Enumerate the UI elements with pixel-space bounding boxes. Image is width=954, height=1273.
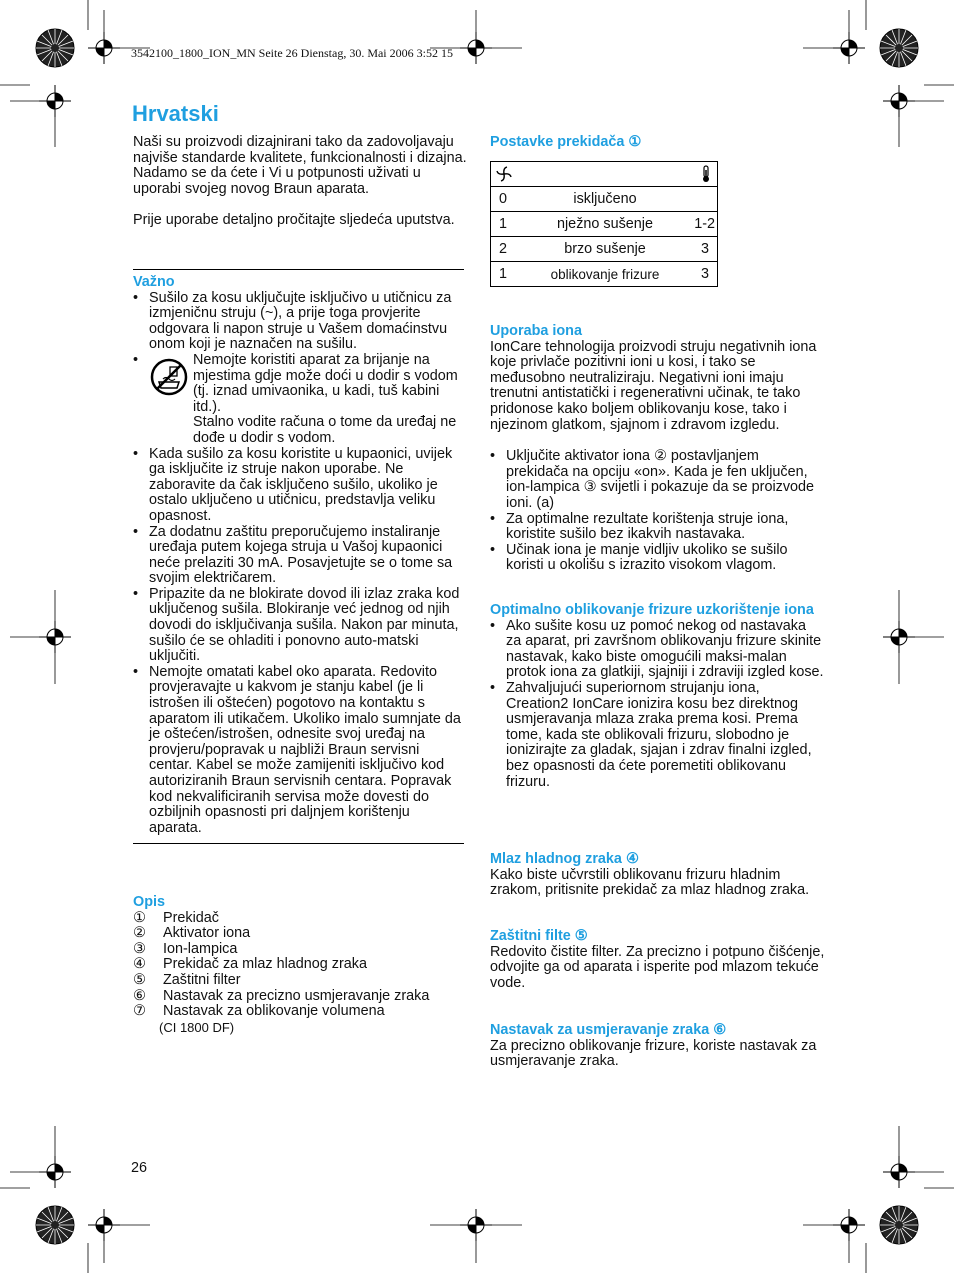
model-label: (CI 1800 DF) <box>159 1019 235 1035</box>
item-label: Nastavak za oblikovanje volumena <box>163 1003 385 1020</box>
registration-cross-icon <box>39 85 71 117</box>
paragraph: Kako biste učvrstili oblikovanu frizuru hladnim zrakom, pritisnite prekidač za mlaz hladnog zraka. <box>490 866 810 899</box>
thermometer-icon <box>701 165 711 183</box>
list-item: • Učinak iona je manje vidljiv ukoliko se sušilo koristi u okolišu s izrazito visokom vlagom. <box>490 543 825 574</box>
mlaz-section <box>490 852 825 899</box>
intro-paragraph: Naši su proizvodi dizajnirani tako da zadovoljavaju najviše standarde kvalitete, funkcionalnosti i dizajna. <box>133 134 467 166</box>
list-item: • Za optimalne rezultate korištenja struje iona, koristite sušilo bez ikakvih nastavaka. <box>490 512 825 543</box>
registration-cross-icon <box>39 621 71 653</box>
registration-cross-icon <box>88 32 120 64</box>
table-header <box>491 162 717 186</box>
table-cell: 0 <box>491 187 527 212</box>
registration-cross-icon <box>833 32 865 64</box>
filter-section <box>490 929 825 991</box>
optimalno-section <box>490 603 825 790</box>
list-item <box>133 957 464 973</box>
item-number: ④ <box>133 956 146 973</box>
registration-cross-icon <box>460 32 492 64</box>
no-water-warning-icon <box>150 358 188 396</box>
page-number: 26 <box>131 1160 148 1176</box>
list-item <box>133 926 464 942</box>
paragraph: Za precizno oblikovanje frizure, koriste nastavak za usmjeravanje zraka. <box>490 1037 817 1070</box>
item-number: ⑤ <box>133 971 146 988</box>
uporaba-section <box>490 324 825 574</box>
page-title: Hrvatski <box>132 101 219 126</box>
item-label: Aktivator iona <box>163 925 251 942</box>
table-cell: 2 <box>491 237 527 262</box>
vazno-section <box>133 275 464 836</box>
item-label: Ion-lampica <box>163 940 238 957</box>
list-item: • Sušilo za kosu uključujte isključivo u utičnicu za izmjeničnu struju (~), a prije toga provjerite odgovara li napon struje u Vašem domaćinstvu onom koji je naznačen na sušilu. <box>133 291 464 353</box>
section-heading: Mlaz hladnog zraka ④ <box>490 851 639 867</box>
registration-star-icon <box>36 29 74 67</box>
table-row <box>491 262 717 287</box>
item-number: ⑥ <box>133 987 146 1004</box>
registration-cross-icon <box>833 1209 865 1241</box>
registration-star-icon <box>36 1206 74 1244</box>
nastavak-section <box>490 1023 825 1070</box>
registration-cross-icon <box>39 1156 71 1188</box>
section-heading: Uporaba iona <box>490 323 582 339</box>
section-heading: Opis <box>133 894 165 910</box>
table-cell: 3 <box>683 262 717 287</box>
list-item <box>133 942 464 958</box>
item-number: ② <box>133 925 146 942</box>
list-item <box>133 973 464 989</box>
fan-icon <box>496 166 512 182</box>
list-item: • Uključite aktivator iona ② postavljanjem prekidača na opciju «on». Kada je fen uključen, ion-lampica ③ svijetli i pokazuje da se proizvode ioni. (a) <box>490 449 825 511</box>
table-cell: isključeno <box>527 187 683 212</box>
section-heading: Optimalno oblikovanje frizure uzkorištenje iona <box>490 602 814 618</box>
switch-settings-table <box>490 161 718 287</box>
opis-section <box>133 895 464 1036</box>
section-divider <box>133 843 464 844</box>
section-heading: Zaštitni filte ⑤ <box>490 928 588 944</box>
section-heading: Postavke prekidača ① <box>490 134 642 150</box>
warning-text: Stalno vodite računa o tome da uređaj ne dođe u dodir s vodom. <box>193 414 457 446</box>
list-item: • Nemojte omatati kabel oko aparata. Redovito provjeravajte u kakvom je stanju kabel (je li istrošen ili oštećen) pogotovo na kontaktu s aparatom ili utikačem. Ukoliko imalo sumnjate da je oštećen/istrošen, odnesite svoj uređaj na provjeru/popravak u najbliži Braun servisni centar. Kabel se može zamijeniti isključivo kod autoriziranih Braun servisnih centara. Popravak kod nekvalificiranih servisa može dovesti do ozbiljnih opasnosti pri daljnjem korištenju aparata. <box>133 665 464 837</box>
table-cell: brzo sušenje <box>527 237 683 262</box>
section-heading: Nastavak za usmjeravanje zraka ⑥ <box>490 1022 727 1038</box>
table-cell <box>683 187 717 212</box>
paragraph: IonCare tehnologija proizvodi struju negativnih iona koje privlače pozitivni ioni u kosi, i tako se međusobno neutraliziraju. Negativni ioni imaju trenutni antistatički i regenerativni učinak, te tako pridonose kako boljem oblikovanju kose, tako i njezinom glatkom, sjajnom i zdravom izgledu. <box>490 338 817 433</box>
list-item: • Kada sušilo za kosu koristite u kupaonici, uvijek ga isključite iz struje nakon uporabe. Ne zaboravite da čak isključeno sušilo, ukoliko je ostalo uključeno u utičnicu, predstavlja veliku opasnost. <box>133 447 464 525</box>
table-row <box>491 187 717 212</box>
item-number: ① <box>133 909 146 926</box>
table-row <box>491 212 717 237</box>
section-heading: Važno <box>133 274 175 290</box>
registration-cross-icon <box>883 85 915 117</box>
registration-star-icon <box>880 29 918 67</box>
table-cell: 1 <box>491 212 527 237</box>
registration-cross-icon <box>883 1156 915 1188</box>
item-label: Prekidač <box>163 909 219 926</box>
list-item: • Ako sušite kosu uz pomoć nekog od nastavaka za aparat, pri završnom oblikovanju frizure skinite nastavak, kako biste omogućili maksi-malan protok iona za glatkiji, sjajniji i zdraviji izgled kose. <box>490 619 825 681</box>
print-meta-line: 3542100_1800_ION_MN Seite 26 Dienstag, 30. Mai 2006 3:52 15 <box>131 46 453 60</box>
registration-cross-icon <box>460 1209 492 1241</box>
list-item: • Zahvaljujući superiornom strujanju iona, Creation2 IonCare ionizira kosu bez direktnog usmjeravanja mlaza zraka prema kosi. Prema tome, kada ste oblikovali frizuru, slobodno je ionizirajte za gladak, sjajan i zdrav finalni izgled, bez opasnosti da ćete poremetiti oblikovanu frizuru. <box>490 681 825 790</box>
intro-paragraph: Prije uporabe detaljno pročitajte sljedeća uputstva. <box>133 212 455 229</box>
paragraph: Redovito čistite filter. Za precizno i potpuno čišćenje, odvojite ga od aparata i isperite pod mlazom tekuće vode. <box>490 943 825 991</box>
table-cell: oblikovanje frizure <box>527 262 683 287</box>
registration-cross-icon <box>883 621 915 653</box>
item-number: ⑦ <box>133 1003 146 1020</box>
list-item <box>133 353 464 447</box>
left-column <box>133 135 468 229</box>
registration-cross-icon <box>88 1209 120 1241</box>
registration-star-icon <box>880 1206 918 1244</box>
warning-text: • Nemojte koristiti aparat za brijanje na mjestima gdje može doći u dodir s vodom (tj. iznad umivaonika, u kadi, tuš kabini itd.). <box>193 351 458 415</box>
table-cell: 1-2 <box>683 212 717 237</box>
list-item: • Za dodatnu zaštitu preporučujemo instaliranje uređaja putem kojega struja u Vašoj kupaonici neće prelaziti 30 mA. Posavjetujte se o tome sa svojim električarem. <box>133 525 464 587</box>
list-item <box>133 1004 464 1020</box>
list-item <box>133 989 464 1005</box>
table-cell: 3 <box>683 237 717 262</box>
table-cell: 1 <box>491 262 527 287</box>
item-label: Nastavak za precizno usmjeravanje zraka <box>163 987 430 1004</box>
switch-table <box>491 186 717 286</box>
table-cell: nježno sušenje <box>527 212 683 237</box>
table-row <box>491 237 717 262</box>
item-label: Prekidač za mlaz hladnog zraka <box>163 956 367 973</box>
item-number: ③ <box>133 940 146 957</box>
list-item <box>133 911 464 927</box>
intro-paragraph: Nadamo se da ćete i Vi u potpunosti uživati u uporabi svojeg novog Braun aparata. <box>133 165 421 197</box>
item-label: Zaštitni filter <box>163 971 241 988</box>
section-divider <box>133 269 464 270</box>
list-item: • Pripazite da ne blokirate dovod ili izlaz zraka kod uključenog sušila. Blokiranje već jednog od njih dovodi do isključivanja sušila. Nakon par minuta, sušilo će se ohladiti i ponovno auto-matski uključiti. <box>133 587 464 665</box>
